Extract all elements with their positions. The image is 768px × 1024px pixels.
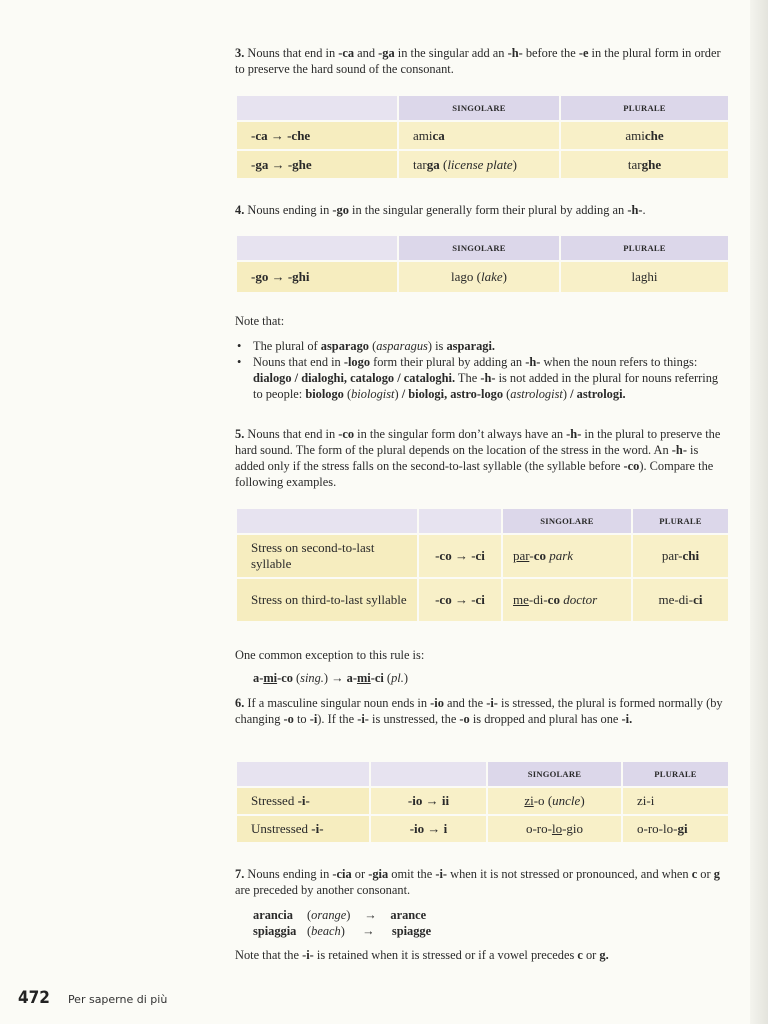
table-row: -go → -ghi lago (lake) laghi	[237, 262, 728, 292]
rule-7-paragraph: 7. Nouns ending in -cia or -gia omit the -i- when it is not stressed or pronounced, and when c or g are preceded by another consonant.	[235, 867, 720, 897]
rule-5-paragraph: 5. Nouns that end in -co in the singular form don’t always have an -h- in the plural to preserve the hard sound. The form of the plural depends on the location of the stress in the word. An -h- is added only if the stress falls on the second-to-last syllable (the syllable before -co). Compare the following examples.	[235, 427, 721, 489]
table-co: SINGOLARE PLURALE Stress on second-to-last syllable -co → -ci par-co park par-chi Stress on third-to-last syllable -co → -ci me-di-co doctor me-di-ci	[235, 507, 730, 623]
page-footer	[18, 988, 167, 1008]
table-row: Stress on third-to-last syllable -co → -ci me-di-co doctor me-di-ci	[237, 579, 728, 621]
page-edge-shadow	[750, 0, 768, 1024]
header-plurale: PLURALE	[561, 96, 728, 120]
rule-3-paragraph: 3. Nouns that end in -ca and -ga in the singular add an -h- before the -e in the plural form in order to preserve the hard sound of the consonant.	[235, 46, 721, 76]
list-item: spiaggia (beach) → spiagge	[253, 924, 432, 938]
table-row: -ca → -che amica amiche	[237, 122, 728, 149]
table-row: -ga → -ghe targa (license plate) targhe	[237, 151, 728, 178]
section-title: Per saperne di più	[67, 993, 168, 1006]
rule-7-examples	[235, 907, 730, 939]
rule-6-paragraph: 6. If a masculine singular noun ends in -io and the -i- is stressed, the plural is formed normally (by changing -o to -i). If the -i- is unstressed, the -o is dropped and plural has one -i.	[235, 696, 723, 726]
table-row: Stressed -i- -io → ii zi-o (uncle) zi-i	[237, 788, 728, 814]
table-go: SINGOLARE PLURALE -go → -ghi lago (lake) laghi	[235, 234, 730, 294]
table-io: SINGOLARE PLURALE Stressed -i- -io → ii zi-o (uncle) zi-i Unstressed -i- -io → i o-ro-lo-gio o-ro-lo-gi	[235, 760, 730, 844]
table-row: Stress on second-to-last syllable -co → -ci par-co park par-chi	[237, 535, 728, 577]
table-row: Unstressed -i- -io → i o-ro-lo-gio o-ro-lo-gi	[237, 816, 728, 842]
list-item: • The plural of asparago (asparagus) is asparagi.	[235, 338, 730, 354]
list-item: arancia (orange) → arance	[253, 908, 427, 922]
header-singolare: SINGOLARE	[399, 96, 559, 120]
final-note: Note that the -i- is retained when it is stressed or if a vowel precedes c or g.	[235, 948, 609, 962]
note-section: Note that: • The plural of asparago (asparagus) is asparagi. • Nouns that end in -logo form their plural by adding an -h- when the noun refers to things: dialogo / dialoghi, catalogo / cataloghi. The -h- is not added in the plural for nouns referring to people: biologo (biologist) / biologi, astro-logo (astrologist) / astrologi.	[235, 313, 730, 402]
page-number: 472	[18, 988, 50, 1008]
table-ca-ga	[235, 94, 730, 180]
list-item: • Nouns that end in -logo form their plural by adding an -h- when the noun refers to things: dialogo / dialoghi, catalogo / cataloghi. The -h- is not added in the plural for nouns referring to people: biologo (biologist) / biologi, astro-logo (astrologist) / astrologi.	[235, 354, 730, 402]
rule-4-paragraph: 4. Nouns ending in -go in the singular generally form their plural by adding an -h-.	[235, 203, 646, 217]
exception-section: One common exception to this rule is: a-mi-co (sing.) → a-mi-ci (pl.)	[235, 648, 425, 685]
